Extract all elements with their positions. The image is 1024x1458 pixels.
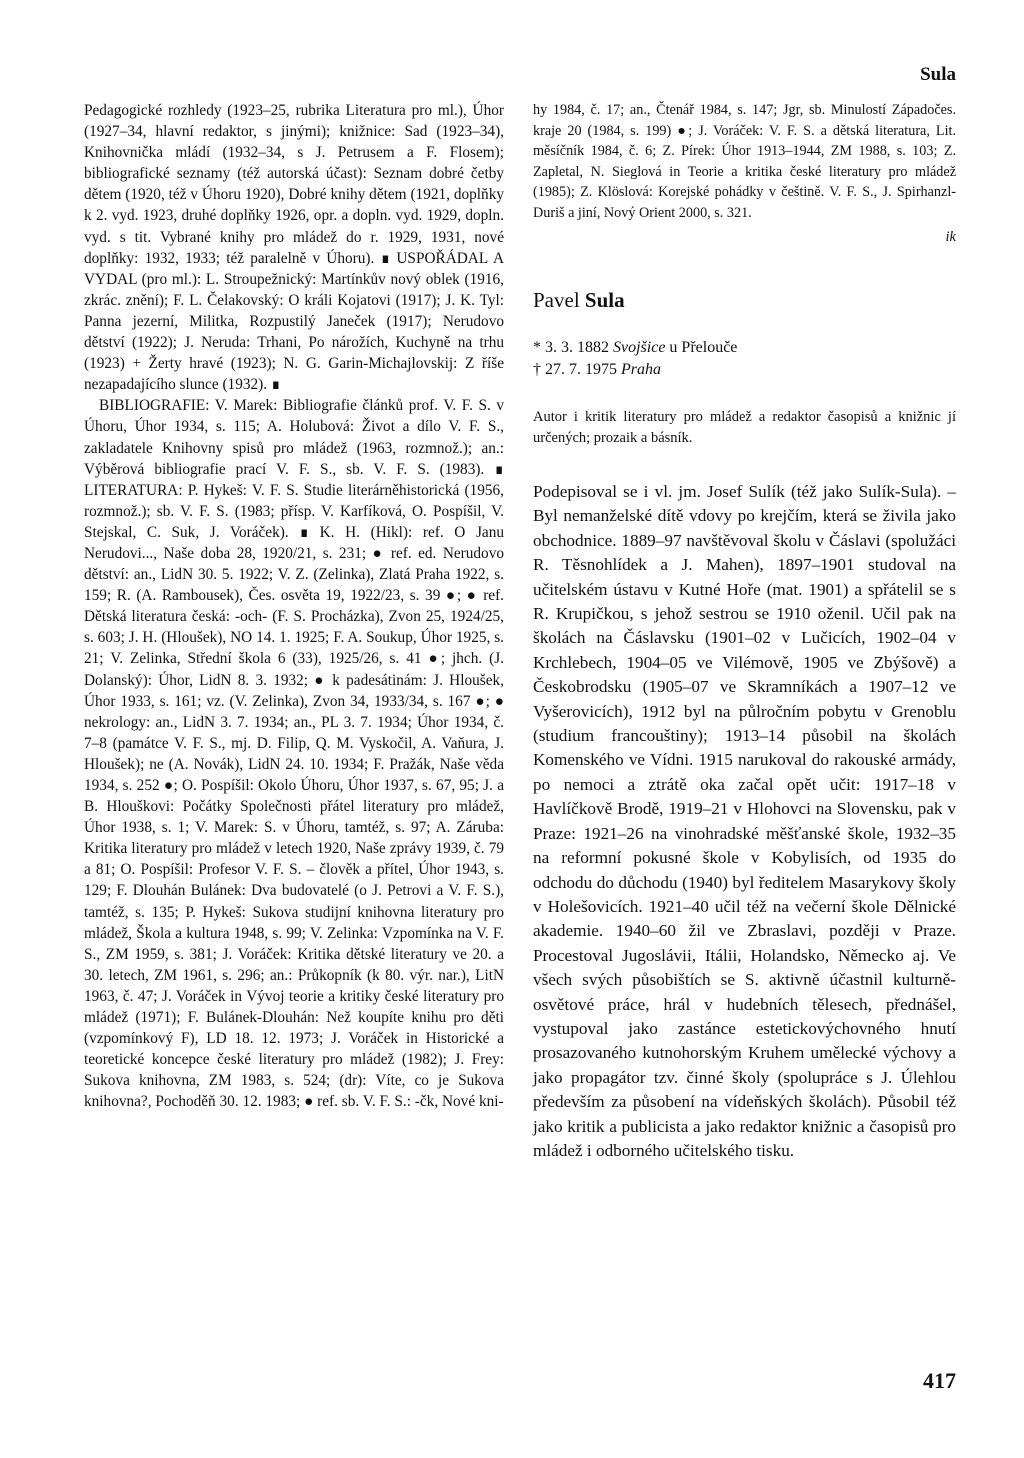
continuation-paragraph: hy 1984, č. 17; an., Čtenář 1984, s. 147; Jgr, sb. Minulostí Západočes. kraje 20 (1984, s. 199) ●; J. Voráček: V. F. S. a dětská literatura, Lit. měsíčník 1984, č. 6; Z. Pírek: Úhor 1913–1944, ZM 1988, s. 103; Z. Zapletal, N. Sieglová in Teorie a kritika české literatury pro mládež (1985); Z. Klöslová: Korejské pohádky v češtině. V. F. S., J. Spirhanzl-Duriš a jiní, Nový Orient 2000, s. 321.: [533, 102, 956, 221]
running-head: Sula: [920, 64, 956, 85]
death-place: Praha: [621, 361, 661, 378]
page-number: 417: [923, 1368, 956, 1393]
birth-date: * 3. 3. 1882: [533, 339, 609, 356]
previous-entry-continuation: [533, 100, 956, 247]
death-line: [533, 359, 956, 381]
life-dates: [533, 337, 956, 381]
left-column: [84, 100, 504, 1113]
entry-surname: Sula: [584, 288, 625, 312]
birth-place-suffix: u Přelouče: [669, 339, 738, 356]
entry-heading: [533, 287, 956, 313]
bibliography-literature-paragraph: BIBLIOGRAFIE: V. Marek: Bibliografie článků prof. V. F. S. v Úhoru, Úhor 1934, s. 115; A. Holubová: Život a dílo V. F. S., zakladatele Knihovny spisů pro mládež (1963, rozmnož.); an.: Výběrová bibliografie prací V. F. S., sb. V. F. S. (1983). ∎ LITERATURA: P. Hykeš: V. F. S. Studie literárněhistorická (1956, rozmnož.); sb. V. F. S. (1983; přísp. V. Karfíková, O. Pospíšil, V. Stejskal, C. Suk, J. Voráček). ∎ K. H. (Hikl): ref. O Janu Nerudovi..., Naše doba 28, 1920/21, s. 231; ● ref. ed. Nerudovo dětství: an., LidN 30. 5. 1922; V. Z. (Zelinka), Zlatá Praha 1922, s. 159; R. (A. Rambousek), Čes. osvěta 19, 1922/23, s. 39 ●; ● ref. Dětská literatura česká: -och- (F. S. Procházka), Zvon 25, 1924/25, s. 603; J. H. (Hloušek), NO 14. 1. 1925; F. A. Soukup, Úhor 1925, s. 21; V. Zelinka, Střední škola 6 (33), 1925/26, s. 41 ●; jhch. (J. Dolanský): Úhor, LidN 8. 3. 1932; ● k padesátinám: J. Hloušek, Úhor 1933, s. 161; vz. (V. Zelinka), Zvon 34, 1933/34, s. 167 ●; ● nekrology: an., LidN 3. 7. 1934; an., PL 3. 7. 1934; Úhor 1934, č. 7–8 (památce V. F. S., mj. D. Filip, Q. M. Vyskočil, A. Vaňura, J. Hloušek); ne (A. Novák), LidN 24. 10. 1934; F. Pražák, Naše věda 1934, s. 252 ●; O. Pospíšil: Okolo Úhoru, Úhor 1937, s. 67, 95; J. a B. Hlouškovi: Počátky Společnosti přátel literatury pro mládež, Úhor 1938, s. 1; V. Marek: S. v Úhoru, tamtéž, s. 97; A. Záruba: Kritika literatury pro mládež v letech 1920, Naše zprávy 1939, č. 79 a 81; O. Pospíšil: Profesor V. F. S. – člověk a přítel, Úhor 1943, s. 129; F. Dlouhán Bulánek: Dva budovatelé (o J. Petrovi a V. F. S.), tamtéž, s. 135; P. Hykeš: Sukova studijní knihovna literatury pro mládež, Škola a kultura 1948, s. 99; V. Zelinka: Vzpomínka na V. F. S., ZM 1959, s. 381; J. Voráček: Kritika dětské literatury ve 20. a 30. letech, ZM 1961, s. 296; an.: Průkopník (k 80. výr. nar.), LitN 1963, č. 47; J. Voráček in Vývoj teorie a kritiky české literatury pro mládež (1971); F. Bulánek-Dlouhán: Než koupíte knihu pro děti (vzpomínkový F), LD 18. 12. 1973; J. Voráček in Historické a teoretické koncepce české literatury pro mládež (1982); J. Frey: Sukova knihovna, ZM 1983, s. 524; (dr): Víte, co je Sukova knihovna?, Pochoděň 30. 12. 1983; ● ref. sb. V. F. S.: -čk, Nové kni-: [84, 397, 504, 1111]
entry-biography: Podepisoval se i vl. jm. Josef Sulík (též jako Sulík-Sula). – Byl nemanželské dítě vdovy po krejčím, která se živila jako obchodnice. 1889–97 navštěvoval školu v Čáslavi (spolužáci R. Těsnohlídek a J. Mahen), 1897–1901 studoval na učitelském ústavu v Kutné Hoře (mat. 1901) a spřátelil se s R. Krupičkou, s jehož sestrou se 1910 oženil. Učil pak na školách na Čáslavsku (1901–02 v Lučicích, 1902–04 v Krchlebech, 1904–05 ve Vilémově, 1905 ve Zbýšově) a Českobrodsku (1905–07 ve Skramníkách a 1907–12 ve Vyšerovicích), 1912 byl na půlročním pobytu v Grenoblu (studium francouštiny); 1913–14 působil na školách Komenského ve Vídni. 1915 narukoval do rakouské armády, po nemoci a ztrátě oka začal opět učit: 1917–18 v Havlíčkově Brodě, 1919–21 v Hlohovci na Slovensku, pak v Praze: 1921–26 na vinohradské měšťanské škole, 1932–35 na reformní pokusné škole v Kobylisích, od 1935 do odchodu do důchodu (1940) byl ředitelem Masarykovy školy v Holešovicích. 1921–40 učil též na večerní škole Dělnické akademie. 1940–60 žil ve Zbraslavi, později v Praze. Procestoval Jugoslávii, Itálii, Holandsko, Německo aj. Ve všech svých působištích se S. aktivně účastnil kulturně-osvětové práce, hrál v hudebních tělesech, přednášel, vystupoval jako zastánce estetickovýchovného hnutí prosazovaného kutnohorským Kruhem umělecké výchovy a jako propagátor tzv. činné školy (spolupráce s J. Úlehlou především za působení na vídeňských školách). Působil též jako kritik a publicista a jako redaktor knižnic a časopisů pro mládež i odborného učitelského tisku.: [533, 482, 956, 1160]
entry-summary: Autor i kritik literatury pro mládež a redaktor časopisů a knižnic jí určených; prozaik a básník.: [533, 409, 956, 446]
author-initials: ik: [945, 229, 956, 245]
birth-place: Svojšice: [613, 339, 666, 356]
bibliography-works-paragraph: Pedagogické rozhledy (1923–25, rubrika Literatura pro ml.), Úhor (1927–34, hlavní redaktor, s jinými); knižnice: Sad (1923–34), Knihovnička mládí (1932–34, s J. Petrusem a F. Flosem); bibliografické seznamy (též autorská účast): Seznam dobré četby dětem (1920, též v Úhoru 1920), Dobré knihy dětem (1921, doplňky k 2. vyd. 1923, druhé doplňky 1926, opr. a dopln. vyd. 1929, dopln. vyd. s tit. Vybrané knihy pro mládež do r. 1929, 1931, nové doplňky: 1932, 1933; též paralelně v Úhoru). ∎ USPOŘÁDAL A VYDAL (pro ml.): L. Stroupežnický: Martínkův nový oblek (1916, zkrác. znění); F. L. Čelakovský: O králi Kojatovi (1917); J. K. Tyl: Panna jezerní, Militka, Rozpustilý Janeček (1917); Nerudovo dětství (1922); J. Neruda: Trhani, Po nárožích, Kuchyně na trhu (1923) + Žerty hravé (1923); N. G. Garin-Michajlovskij: Z říše nezapadajícího slunce (1932). ∎: [84, 102, 504, 394]
death-date: † 27. 7. 1975: [533, 361, 617, 378]
birth-line: [533, 337, 956, 359]
right-column: [533, 100, 956, 1163]
entry-given-name: Pavel: [533, 288, 580, 312]
